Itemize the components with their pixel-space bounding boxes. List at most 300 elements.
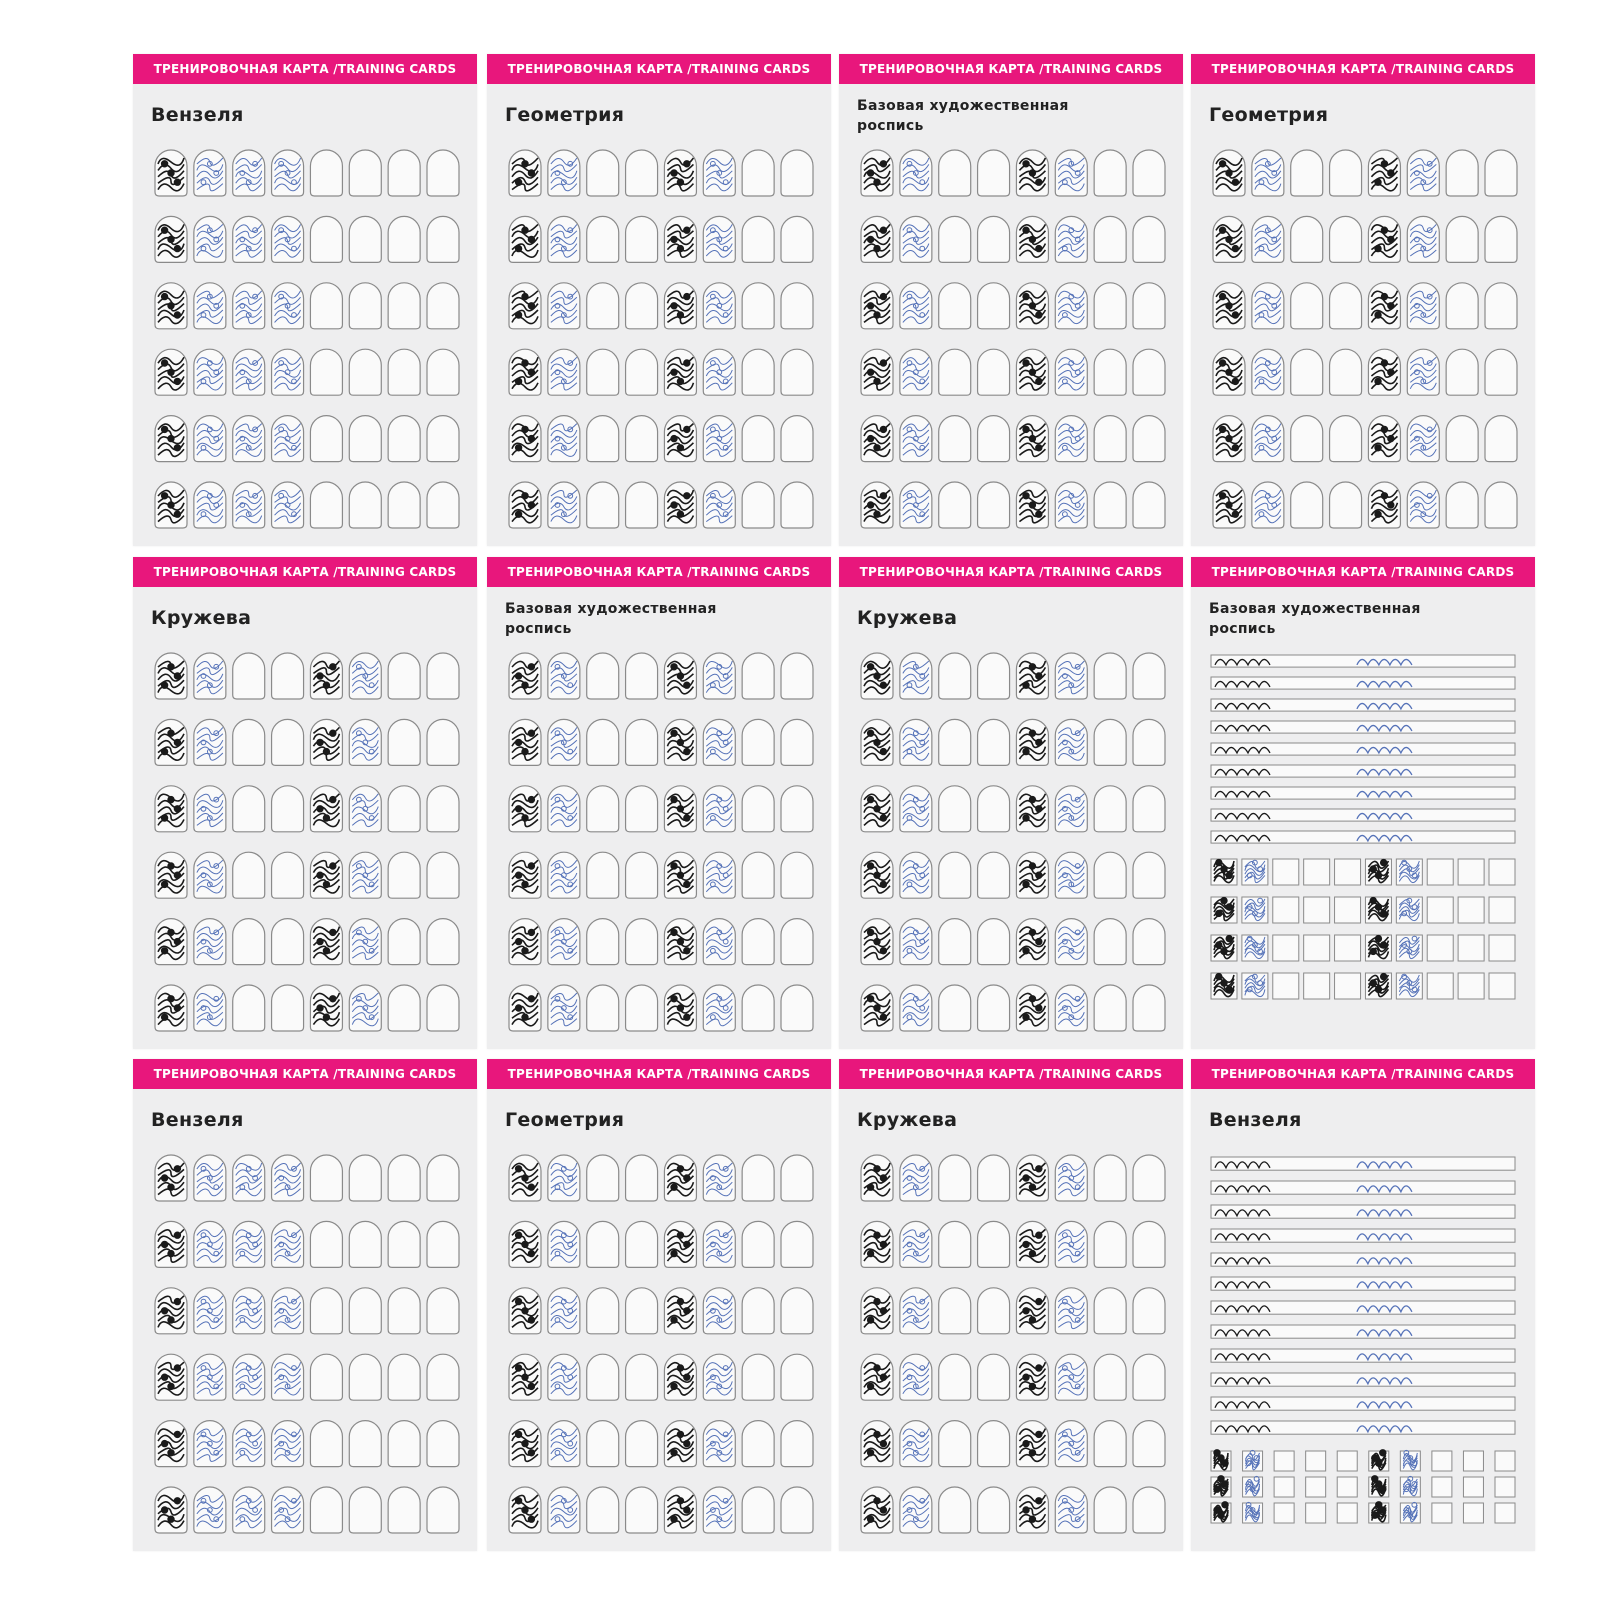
nail-template bbox=[272, 216, 304, 262]
practice-square bbox=[1495, 1477, 1515, 1497]
nail-template bbox=[194, 216, 226, 262]
nail-template bbox=[664, 150, 696, 196]
nail-template bbox=[388, 719, 420, 765]
nail-template bbox=[939, 1421, 971, 1467]
nail-template bbox=[703, 216, 735, 262]
practice-square bbox=[1365, 973, 1391, 999]
nail-template bbox=[155, 1487, 187, 1533]
practice-square bbox=[1242, 859, 1268, 885]
nail-template bbox=[781, 1288, 813, 1334]
card-banner: ТРЕНИРОВОЧНАЯ КАРТА /TRAINING CARDS bbox=[133, 1059, 477, 1089]
practice-square bbox=[1458, 897, 1484, 923]
nail-template bbox=[548, 416, 580, 462]
nail-template bbox=[272, 349, 304, 395]
nail-template bbox=[509, 1421, 541, 1467]
nail-template bbox=[194, 852, 226, 898]
nail-template bbox=[626, 719, 658, 765]
grid-drawing bbox=[487, 1151, 831, 1537]
card-title: Вензеля bbox=[151, 1109, 244, 1131]
nail-template bbox=[978, 150, 1010, 196]
nail-template bbox=[548, 786, 580, 832]
nail-template bbox=[664, 919, 696, 965]
nail-template bbox=[1055, 919, 1087, 965]
card-title: Кружева bbox=[857, 607, 958, 629]
nail-practice-grid bbox=[487, 146, 831, 532]
nail-template bbox=[861, 919, 893, 965]
nail-template bbox=[427, 1221, 459, 1267]
training-card-3 bbox=[839, 54, 1183, 546]
nail-template bbox=[427, 283, 459, 329]
card-banner: ТРЕНИРОВОЧНАЯ КАРТА /TRAINING CARDS bbox=[487, 1059, 831, 1089]
practice-square bbox=[1365, 897, 1391, 923]
practice-square bbox=[1211, 973, 1237, 999]
nail-template bbox=[587, 653, 619, 699]
practice-square bbox=[1396, 859, 1422, 885]
stroke-row bbox=[1211, 699, 1515, 711]
nail-template bbox=[155, 919, 187, 965]
nail-template bbox=[310, 482, 342, 528]
nail-template bbox=[310, 719, 342, 765]
nail-template bbox=[349, 216, 381, 262]
nail-template bbox=[1133, 1487, 1165, 1533]
nail-template bbox=[194, 1487, 226, 1533]
nail-template bbox=[861, 216, 893, 262]
nail-template bbox=[1485, 150, 1517, 196]
nail-template bbox=[388, 1221, 420, 1267]
nail-template bbox=[742, 1221, 774, 1267]
nail-template bbox=[310, 852, 342, 898]
nail-template bbox=[233, 482, 265, 528]
nail-template bbox=[233, 1155, 265, 1201]
nail-template bbox=[1094, 985, 1126, 1031]
stroke-row bbox=[1211, 1421, 1515, 1434]
nail-template bbox=[781, 150, 813, 196]
practice-square bbox=[1489, 859, 1515, 885]
nail-template bbox=[310, 150, 342, 196]
practice-square bbox=[1274, 1477, 1294, 1497]
nail-template bbox=[1094, 852, 1126, 898]
nail-template bbox=[1016, 786, 1048, 832]
nail-template bbox=[587, 482, 619, 528]
stroke-row bbox=[1211, 1157, 1515, 1170]
nail-template bbox=[626, 1487, 658, 1533]
nail-template bbox=[664, 1221, 696, 1267]
nail-template bbox=[742, 349, 774, 395]
nail-template bbox=[1055, 1354, 1087, 1400]
nail-template bbox=[548, 1354, 580, 1400]
practice-square bbox=[1243, 1476, 1263, 1497]
nail-template bbox=[1016, 1155, 1048, 1201]
nail-template bbox=[978, 653, 1010, 699]
nail-template bbox=[781, 216, 813, 262]
nail-template bbox=[781, 985, 813, 1031]
nail-template bbox=[978, 1288, 1010, 1334]
nail-template bbox=[1133, 852, 1165, 898]
nail-template bbox=[703, 283, 735, 329]
nail-template bbox=[1055, 150, 1087, 196]
grid-drawing bbox=[133, 1151, 477, 1537]
nail-template bbox=[548, 1421, 580, 1467]
nail-template bbox=[781, 653, 813, 699]
nail-template bbox=[272, 1354, 304, 1400]
training-card-10 bbox=[487, 1059, 831, 1551]
practice-square bbox=[1337, 1503, 1357, 1523]
nail-template bbox=[781, 852, 813, 898]
nail-template bbox=[1016, 482, 1048, 528]
nail-template bbox=[1016, 919, 1048, 965]
practice-square bbox=[1211, 935, 1237, 961]
nail-template bbox=[742, 1487, 774, 1533]
nail-template bbox=[939, 216, 971, 262]
nail-template bbox=[272, 1221, 304, 1267]
grid-drawing bbox=[133, 146, 477, 532]
nail-template bbox=[1291, 416, 1323, 462]
nail-template bbox=[1368, 482, 1400, 528]
card-title: Базовая художественная роспись bbox=[1209, 601, 1421, 637]
nail-template bbox=[509, 786, 541, 832]
nail-template bbox=[1094, 1487, 1126, 1533]
nail-template bbox=[388, 852, 420, 898]
nail-template bbox=[233, 719, 265, 765]
nail-template bbox=[1016, 349, 1048, 395]
nail-template bbox=[1094, 1354, 1126, 1400]
nail-template bbox=[978, 719, 1010, 765]
nail-template bbox=[939, 1487, 971, 1533]
practice-square bbox=[1274, 1503, 1294, 1523]
nail-template bbox=[272, 719, 304, 765]
nail-template bbox=[939, 852, 971, 898]
nail-template bbox=[548, 1288, 580, 1334]
nail-template bbox=[1446, 150, 1478, 196]
nail-template bbox=[233, 985, 265, 1031]
nail-template bbox=[1016, 283, 1048, 329]
grid-drawing bbox=[839, 146, 1183, 532]
nail-template bbox=[742, 1155, 774, 1201]
nail-template bbox=[1016, 653, 1048, 699]
nail-template bbox=[194, 482, 226, 528]
training-card-7 bbox=[839, 557, 1183, 1049]
practice-square bbox=[1211, 1450, 1231, 1471]
nail-template bbox=[548, 1221, 580, 1267]
nail-template bbox=[272, 482, 304, 528]
nail-template bbox=[349, 653, 381, 699]
nail-template bbox=[1446, 349, 1478, 395]
nail-template bbox=[703, 919, 735, 965]
nail-template bbox=[155, 1221, 187, 1267]
nail-template bbox=[1016, 719, 1048, 765]
nail-template bbox=[1133, 1354, 1165, 1400]
nail-template bbox=[388, 283, 420, 329]
nail-template bbox=[427, 349, 459, 395]
nail-template bbox=[1133, 653, 1165, 699]
nail-template bbox=[939, 349, 971, 395]
nail-template bbox=[427, 719, 459, 765]
nail-template bbox=[664, 786, 696, 832]
practice-square bbox=[1306, 1477, 1326, 1497]
nail-template bbox=[742, 150, 774, 196]
nail-template bbox=[1213, 216, 1245, 262]
practice-square bbox=[1304, 935, 1330, 961]
nail-template bbox=[861, 852, 893, 898]
nail-template bbox=[664, 283, 696, 329]
nail-template bbox=[664, 1354, 696, 1400]
nail-template bbox=[233, 1354, 265, 1400]
practice-square bbox=[1304, 859, 1330, 885]
practice-square bbox=[1335, 935, 1361, 961]
nail-template bbox=[703, 1421, 735, 1467]
stroke-row bbox=[1211, 765, 1515, 777]
nail-template bbox=[155, 852, 187, 898]
nail-template bbox=[155, 482, 187, 528]
nail-template bbox=[155, 1288, 187, 1334]
nail-template bbox=[939, 283, 971, 329]
practice-square bbox=[1400, 1450, 1420, 1471]
nail-template bbox=[509, 349, 541, 395]
nail-template bbox=[349, 150, 381, 196]
nail-template bbox=[861, 1288, 893, 1334]
nail-template bbox=[1016, 1487, 1048, 1533]
practice-square bbox=[1458, 859, 1484, 885]
nail-template bbox=[194, 150, 226, 196]
nail-template bbox=[861, 1155, 893, 1201]
nail-practice-grid bbox=[839, 146, 1183, 532]
nail-template bbox=[548, 919, 580, 965]
practice-square bbox=[1458, 935, 1484, 961]
nail-template bbox=[781, 283, 813, 329]
nail-template bbox=[664, 482, 696, 528]
nail-template bbox=[349, 482, 381, 528]
nail-template bbox=[272, 416, 304, 462]
nail-template bbox=[1055, 1155, 1087, 1201]
nail-template bbox=[703, 1155, 735, 1201]
card-banner: ТРЕНИРОВОЧНАЯ КАРТА /TRAINING CARDS bbox=[487, 557, 831, 587]
nail-template bbox=[1094, 349, 1126, 395]
nail-template bbox=[349, 1288, 381, 1334]
nail-template bbox=[664, 349, 696, 395]
nail-template bbox=[1016, 985, 1048, 1031]
nail-template bbox=[664, 416, 696, 462]
card-title: Геометрия bbox=[1209, 104, 1329, 126]
grid-drawing bbox=[487, 649, 831, 1035]
nail-template bbox=[427, 482, 459, 528]
training-card-12 bbox=[1191, 1059, 1535, 1551]
practice-square bbox=[1489, 897, 1515, 923]
nail-template bbox=[349, 416, 381, 462]
nail-template bbox=[1016, 416, 1048, 462]
training-card-4 bbox=[1191, 54, 1535, 546]
nail-template bbox=[587, 1421, 619, 1467]
nail-template bbox=[1094, 150, 1126, 196]
nail-template bbox=[1055, 1421, 1087, 1467]
nail-template bbox=[1094, 1288, 1126, 1334]
nail-template bbox=[1133, 416, 1165, 462]
nail-template bbox=[349, 719, 381, 765]
nail-template bbox=[1252, 416, 1284, 462]
nail-template bbox=[900, 786, 932, 832]
nail-template bbox=[742, 416, 774, 462]
nail-template bbox=[1055, 985, 1087, 1031]
nail-template bbox=[509, 1221, 541, 1267]
nail-template bbox=[587, 786, 619, 832]
nail-template bbox=[310, 1354, 342, 1400]
nail-template bbox=[427, 1354, 459, 1400]
nail-template bbox=[233, 416, 265, 462]
nail-template bbox=[233, 150, 265, 196]
nail-template bbox=[509, 150, 541, 196]
nail-template bbox=[1213, 349, 1245, 395]
practice-square bbox=[1337, 1451, 1357, 1471]
nail-template bbox=[742, 653, 774, 699]
nail-template bbox=[939, 150, 971, 196]
nail-template bbox=[664, 719, 696, 765]
nail-template bbox=[978, 416, 1010, 462]
nail-template bbox=[664, 1421, 696, 1467]
nail-template bbox=[939, 1155, 971, 1201]
stroke-row bbox=[1211, 1205, 1515, 1218]
nail-template bbox=[1133, 919, 1165, 965]
practice-square bbox=[1495, 1451, 1515, 1471]
stroke-row bbox=[1211, 1277, 1515, 1290]
practice-square bbox=[1243, 1502, 1263, 1523]
nail-template bbox=[703, 985, 735, 1031]
nail-template bbox=[781, 1155, 813, 1201]
nail-template bbox=[155, 985, 187, 1031]
nail-template bbox=[939, 416, 971, 462]
practice-square bbox=[1243, 1450, 1263, 1471]
nail-template bbox=[1485, 283, 1517, 329]
nail-template bbox=[626, 1288, 658, 1334]
nail-template bbox=[861, 1354, 893, 1400]
nail-template bbox=[900, 150, 932, 196]
nail-template bbox=[1446, 216, 1478, 262]
card-title: Вензеля bbox=[1209, 1109, 1302, 1131]
nail-template bbox=[939, 786, 971, 832]
nail-template bbox=[509, 482, 541, 528]
nail-template bbox=[388, 985, 420, 1031]
grid-drawing bbox=[133, 649, 477, 1035]
nail-template bbox=[155, 1155, 187, 1201]
nail-template bbox=[1330, 349, 1362, 395]
practice-square bbox=[1242, 897, 1268, 923]
practice-square bbox=[1304, 897, 1330, 923]
nail-practice-grid bbox=[133, 1151, 477, 1537]
nail-template bbox=[194, 1221, 226, 1267]
stroke-row bbox=[1211, 677, 1515, 689]
practice-square bbox=[1489, 935, 1515, 961]
card-banner: ТРЕНИРОВОЧНАЯ КАРТА /TRAINING CARDS bbox=[1191, 54, 1535, 84]
nail-template bbox=[978, 786, 1010, 832]
nail-template bbox=[900, 416, 932, 462]
nail-template bbox=[1407, 416, 1439, 462]
card-banner: ТРЕНИРОВОЧНАЯ КАРТА /TRAINING CARDS bbox=[133, 557, 477, 587]
nail-template bbox=[194, 1354, 226, 1400]
nail-template bbox=[1055, 852, 1087, 898]
stroke-row bbox=[1211, 1349, 1515, 1362]
stroke-row bbox=[1211, 809, 1515, 821]
practice-square bbox=[1306, 1451, 1326, 1471]
nail-template bbox=[626, 283, 658, 329]
practice-square bbox=[1495, 1503, 1515, 1523]
nail-template bbox=[427, 653, 459, 699]
nail-template bbox=[1330, 416, 1362, 462]
nail-template bbox=[1055, 283, 1087, 329]
nail-template bbox=[155, 283, 187, 329]
card-banner: ТРЕНИРОВОЧНАЯ КАРТА /TRAINING CARDS bbox=[1191, 557, 1535, 587]
nail-template bbox=[1016, 1354, 1048, 1400]
nail-template bbox=[1055, 482, 1087, 528]
nail-template bbox=[1094, 416, 1126, 462]
nail-template bbox=[509, 283, 541, 329]
stroke-row bbox=[1211, 721, 1515, 733]
training-card-2 bbox=[487, 54, 831, 546]
nail-template bbox=[1016, 1221, 1048, 1267]
practice-square bbox=[1432, 1503, 1452, 1523]
nail-template bbox=[861, 150, 893, 196]
nail-template bbox=[703, 482, 735, 528]
nail-template bbox=[626, 216, 658, 262]
nail-template bbox=[861, 1221, 893, 1267]
nail-template bbox=[939, 482, 971, 528]
nail-template bbox=[861, 1487, 893, 1533]
nail-template bbox=[1016, 216, 1048, 262]
nail-template bbox=[1055, 1487, 1087, 1533]
stroke-row bbox=[1211, 787, 1515, 799]
nail-template bbox=[1330, 216, 1362, 262]
card-banner: ТРЕНИРОВОЧНАЯ КАРТА /TRAINING CARDS bbox=[839, 1059, 1183, 1089]
nail-template bbox=[1094, 786, 1126, 832]
nail-template bbox=[900, 653, 932, 699]
nail-template bbox=[310, 283, 342, 329]
training-card-6 bbox=[487, 557, 831, 1049]
nail-template bbox=[861, 416, 893, 462]
nail-template bbox=[742, 919, 774, 965]
nail-template bbox=[272, 786, 304, 832]
practice-square bbox=[1335, 897, 1361, 923]
nail-template bbox=[509, 1288, 541, 1334]
nail-template bbox=[1094, 216, 1126, 262]
nail-template bbox=[427, 150, 459, 196]
nail-practice-grid bbox=[133, 146, 477, 532]
nail-template bbox=[626, 416, 658, 462]
nail-template bbox=[664, 1155, 696, 1201]
nail-template bbox=[349, 985, 381, 1031]
nail-template bbox=[1055, 1221, 1087, 1267]
nail-template bbox=[781, 1487, 813, 1533]
practice-square bbox=[1489, 973, 1515, 999]
stroke-row bbox=[1211, 1181, 1515, 1194]
nail-template bbox=[742, 1288, 774, 1334]
nail-template bbox=[861, 653, 893, 699]
nail-template bbox=[742, 985, 774, 1031]
card-title: Вензеля bbox=[151, 104, 244, 126]
training-card-9 bbox=[133, 1059, 477, 1551]
practice-square bbox=[1396, 973, 1422, 999]
nail-template bbox=[900, 1288, 932, 1334]
training-card-1 bbox=[133, 54, 477, 546]
nail-template bbox=[626, 1354, 658, 1400]
nail-practice-grid bbox=[839, 1151, 1183, 1537]
stroke-row bbox=[1211, 1325, 1515, 1338]
nail-template bbox=[272, 1421, 304, 1467]
nail-template bbox=[548, 482, 580, 528]
practice-square bbox=[1396, 897, 1422, 923]
nail-template bbox=[742, 283, 774, 329]
nail-template bbox=[1368, 416, 1400, 462]
nail-template bbox=[1094, 1421, 1126, 1467]
training-card-5 bbox=[133, 557, 477, 1049]
nail-template bbox=[233, 1221, 265, 1267]
nail-template bbox=[1094, 1221, 1126, 1267]
